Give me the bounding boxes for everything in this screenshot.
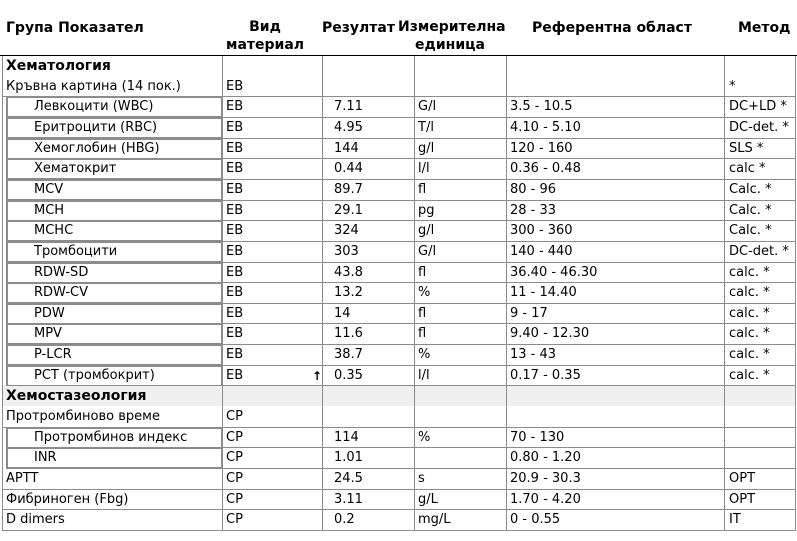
row-result: 7.11 xyxy=(334,99,363,115)
table-row xyxy=(2,180,795,200)
row-result: 0.35 xyxy=(334,367,363,383)
table-row xyxy=(2,448,795,468)
row-result: 11.6 xyxy=(334,326,363,342)
row-name: Еритроцити (RBC) xyxy=(6,118,222,138)
row-result: 324 xyxy=(334,223,359,239)
row-unit: % xyxy=(418,285,431,301)
table-row xyxy=(2,345,795,365)
column-divider xyxy=(222,56,223,531)
row-unit: fl xyxy=(418,326,427,342)
row-name: Хемоглобин (HBG) xyxy=(6,139,222,159)
row-name: PCT (тромбокрит) xyxy=(6,366,222,386)
table-row xyxy=(2,242,795,262)
row-material: ЕВ xyxy=(226,223,244,239)
row-material: СР xyxy=(226,491,243,507)
row-result: 38.7 xyxy=(334,347,363,363)
row-name: MPV xyxy=(6,324,222,344)
table-row xyxy=(2,201,795,221)
row-reference: 120 - 160 xyxy=(510,140,573,156)
row-material: ЕВ xyxy=(226,243,244,259)
row-unit: G/l xyxy=(418,99,437,115)
row-method: OPT xyxy=(729,491,756,507)
section-title: Хематология xyxy=(6,58,111,74)
row-material: ЕВ xyxy=(226,202,244,218)
table-row xyxy=(2,77,795,97)
row-reference: 36.40 - 46.30 xyxy=(510,264,598,280)
row-material: СР xyxy=(226,429,243,445)
row-name: Хематокрит xyxy=(6,159,222,179)
row-result: 24.5 xyxy=(334,471,363,486)
row-unit: l/l xyxy=(418,161,430,177)
column-divider xyxy=(795,56,796,531)
row-reference: 13 - 43 xyxy=(510,347,557,363)
up-arrow-icon: ↑ xyxy=(312,368,323,383)
row-reference: 9.40 - 12.30 xyxy=(510,326,590,342)
row-name: Тромбоцити xyxy=(6,242,222,262)
column-header-group: Група Показател xyxy=(6,20,144,36)
row-material: СР xyxy=(226,450,243,466)
row-result: 144 xyxy=(334,140,359,156)
row-result: 43.8 xyxy=(334,264,363,280)
row-method: Calc. * xyxy=(729,223,772,239)
row-reference: 20.9 - 30.3 xyxy=(510,471,581,486)
row-reference: 80 - 96 xyxy=(510,181,557,197)
row-name: MCH xyxy=(6,201,222,221)
row-unit: mg/L xyxy=(418,512,451,528)
table-row xyxy=(2,139,795,159)
row-method: DC-det. * xyxy=(729,243,789,259)
table-row xyxy=(2,469,795,489)
row-unit: pg xyxy=(418,202,435,218)
row-unit: g/l xyxy=(418,140,435,156)
row-material: ЕВ xyxy=(226,285,244,301)
row-unit: g/L xyxy=(418,491,438,507)
row-material: ЕВ xyxy=(226,347,244,363)
row-material: ЕВ xyxy=(226,181,244,197)
row-name: Протромбинов индекс xyxy=(6,428,222,448)
row-reference: 0.36 - 0.48 xyxy=(510,161,581,177)
row-name: P-LCR xyxy=(6,345,222,365)
row-unit: % xyxy=(418,347,431,363)
table-row xyxy=(2,304,795,324)
row-method: DC-det. * xyxy=(729,119,789,135)
row-reference: 0.80 - 1.20 xyxy=(510,450,581,466)
column-header-method: Метод xyxy=(738,20,791,36)
row-unit: s xyxy=(418,471,425,486)
table-row xyxy=(2,366,795,386)
row-divider xyxy=(2,530,795,531)
row-reference: 4.10 - 5.10 xyxy=(510,119,581,135)
row-method: DC+LD * xyxy=(729,99,787,115)
row-unit: fl xyxy=(418,181,427,197)
row-reference: 300 - 360 xyxy=(510,223,573,239)
row-material: ЕВ xyxy=(226,305,244,321)
row-method: calc. * xyxy=(729,347,770,363)
row-result: 3.11 xyxy=(334,491,363,507)
row-name: INR xyxy=(6,448,222,468)
table-row xyxy=(2,159,795,179)
row-result: 0.2 xyxy=(334,512,355,528)
row-result: 114 xyxy=(334,429,359,445)
row-unit: T/l xyxy=(418,119,434,135)
table-row xyxy=(2,510,795,530)
table-header xyxy=(0,0,797,56)
column-divider xyxy=(506,56,507,531)
row-unit: fl xyxy=(418,305,427,321)
table-row xyxy=(2,428,795,448)
row-name: PDW xyxy=(6,304,222,324)
row-material: ЕВ xyxy=(226,99,244,115)
row-result: 303 xyxy=(334,243,359,259)
table-row xyxy=(2,324,795,344)
row-name: Протромбиново време xyxy=(6,409,160,425)
row-result: 29.1 xyxy=(334,202,363,218)
row-material: ЕВ xyxy=(226,367,244,383)
row-material: ЕВ xyxy=(226,161,244,177)
row-name: APTT xyxy=(6,471,39,486)
row-result: 13.2 xyxy=(334,285,363,301)
column-header-result: Резултат xyxy=(322,20,395,36)
row-reference: 11 - 14.40 xyxy=(510,285,577,301)
row-reference: 28 - 33 xyxy=(510,202,557,218)
row-name: MCHC xyxy=(6,221,222,241)
row-material: ЕВ xyxy=(226,264,244,280)
section-title: Хемостазеология xyxy=(2,386,795,406)
row-method: * xyxy=(729,78,736,94)
column-header-unit: Измерителна единица xyxy=(398,19,506,53)
table-row xyxy=(2,263,795,283)
row-unit: % xyxy=(418,429,431,445)
column-divider xyxy=(724,56,725,531)
table-left-border xyxy=(2,56,3,531)
row-method: calc. * xyxy=(729,285,770,301)
row-name: Кръвна картина (14 пок.) xyxy=(6,78,181,94)
row-material: ЕВ xyxy=(226,140,244,156)
row-result: 4.95 xyxy=(334,119,363,135)
table-row xyxy=(2,407,795,427)
column-header-reference: Референтна област xyxy=(532,20,692,36)
row-method: calc. * xyxy=(729,367,770,383)
row-result: 0.44 xyxy=(334,161,363,177)
row-method: Calc. * xyxy=(729,181,772,197)
row-reference: 1.70 - 4.20 xyxy=(510,491,581,507)
row-reference: 0.17 - 0.35 xyxy=(510,367,581,383)
row-reference: 0 - 0.55 xyxy=(510,512,561,528)
row-name: MCV xyxy=(6,180,222,200)
column-divider xyxy=(414,56,415,531)
table-row xyxy=(2,221,795,241)
row-name: RDW-SD xyxy=(6,263,222,283)
row-name: Левкоцити (WBC) xyxy=(6,97,222,117)
row-method: SLS * xyxy=(729,140,764,156)
row-name: D dimers xyxy=(6,512,65,528)
row-reference: 9 - 17 xyxy=(510,305,548,321)
row-reference: 70 - 130 xyxy=(510,429,565,445)
column-header-material: Вид материал xyxy=(226,19,305,53)
row-method: Calc. * xyxy=(729,202,772,218)
row-unit: g/l xyxy=(418,223,435,239)
row-method: calc * xyxy=(729,161,766,177)
row-material: СР xyxy=(226,471,243,486)
row-method: OPT xyxy=(729,471,756,486)
row-result: 1.01 xyxy=(334,450,363,466)
row-unit: fl xyxy=(418,264,427,280)
row-material: ЕВ xyxy=(226,326,244,342)
row-material: ЕВ xyxy=(226,78,244,94)
row-material: СР xyxy=(226,512,243,528)
column-divider xyxy=(322,56,323,531)
row-reference: 3.5 - 10.5 xyxy=(510,99,573,115)
table-row xyxy=(2,97,795,117)
table-row xyxy=(2,283,795,303)
row-method: IT xyxy=(729,512,741,528)
row-result: 14 xyxy=(334,305,351,321)
table-row xyxy=(2,118,795,138)
row-material: СР xyxy=(226,409,243,425)
row-method: calc. * xyxy=(729,326,770,342)
row-unit: G/l xyxy=(418,243,437,259)
row-name: Фибриноген (Fbg) xyxy=(6,491,129,507)
row-result: 89.7 xyxy=(334,181,363,197)
row-reference: 140 - 440 xyxy=(510,243,573,259)
row-method: calc. * xyxy=(729,264,770,280)
row-material: ЕВ xyxy=(226,119,244,135)
row-name: RDW-CV xyxy=(6,283,222,303)
row-unit: l/l xyxy=(418,367,430,383)
table-row xyxy=(2,490,795,510)
row-method: calc. * xyxy=(729,305,770,321)
